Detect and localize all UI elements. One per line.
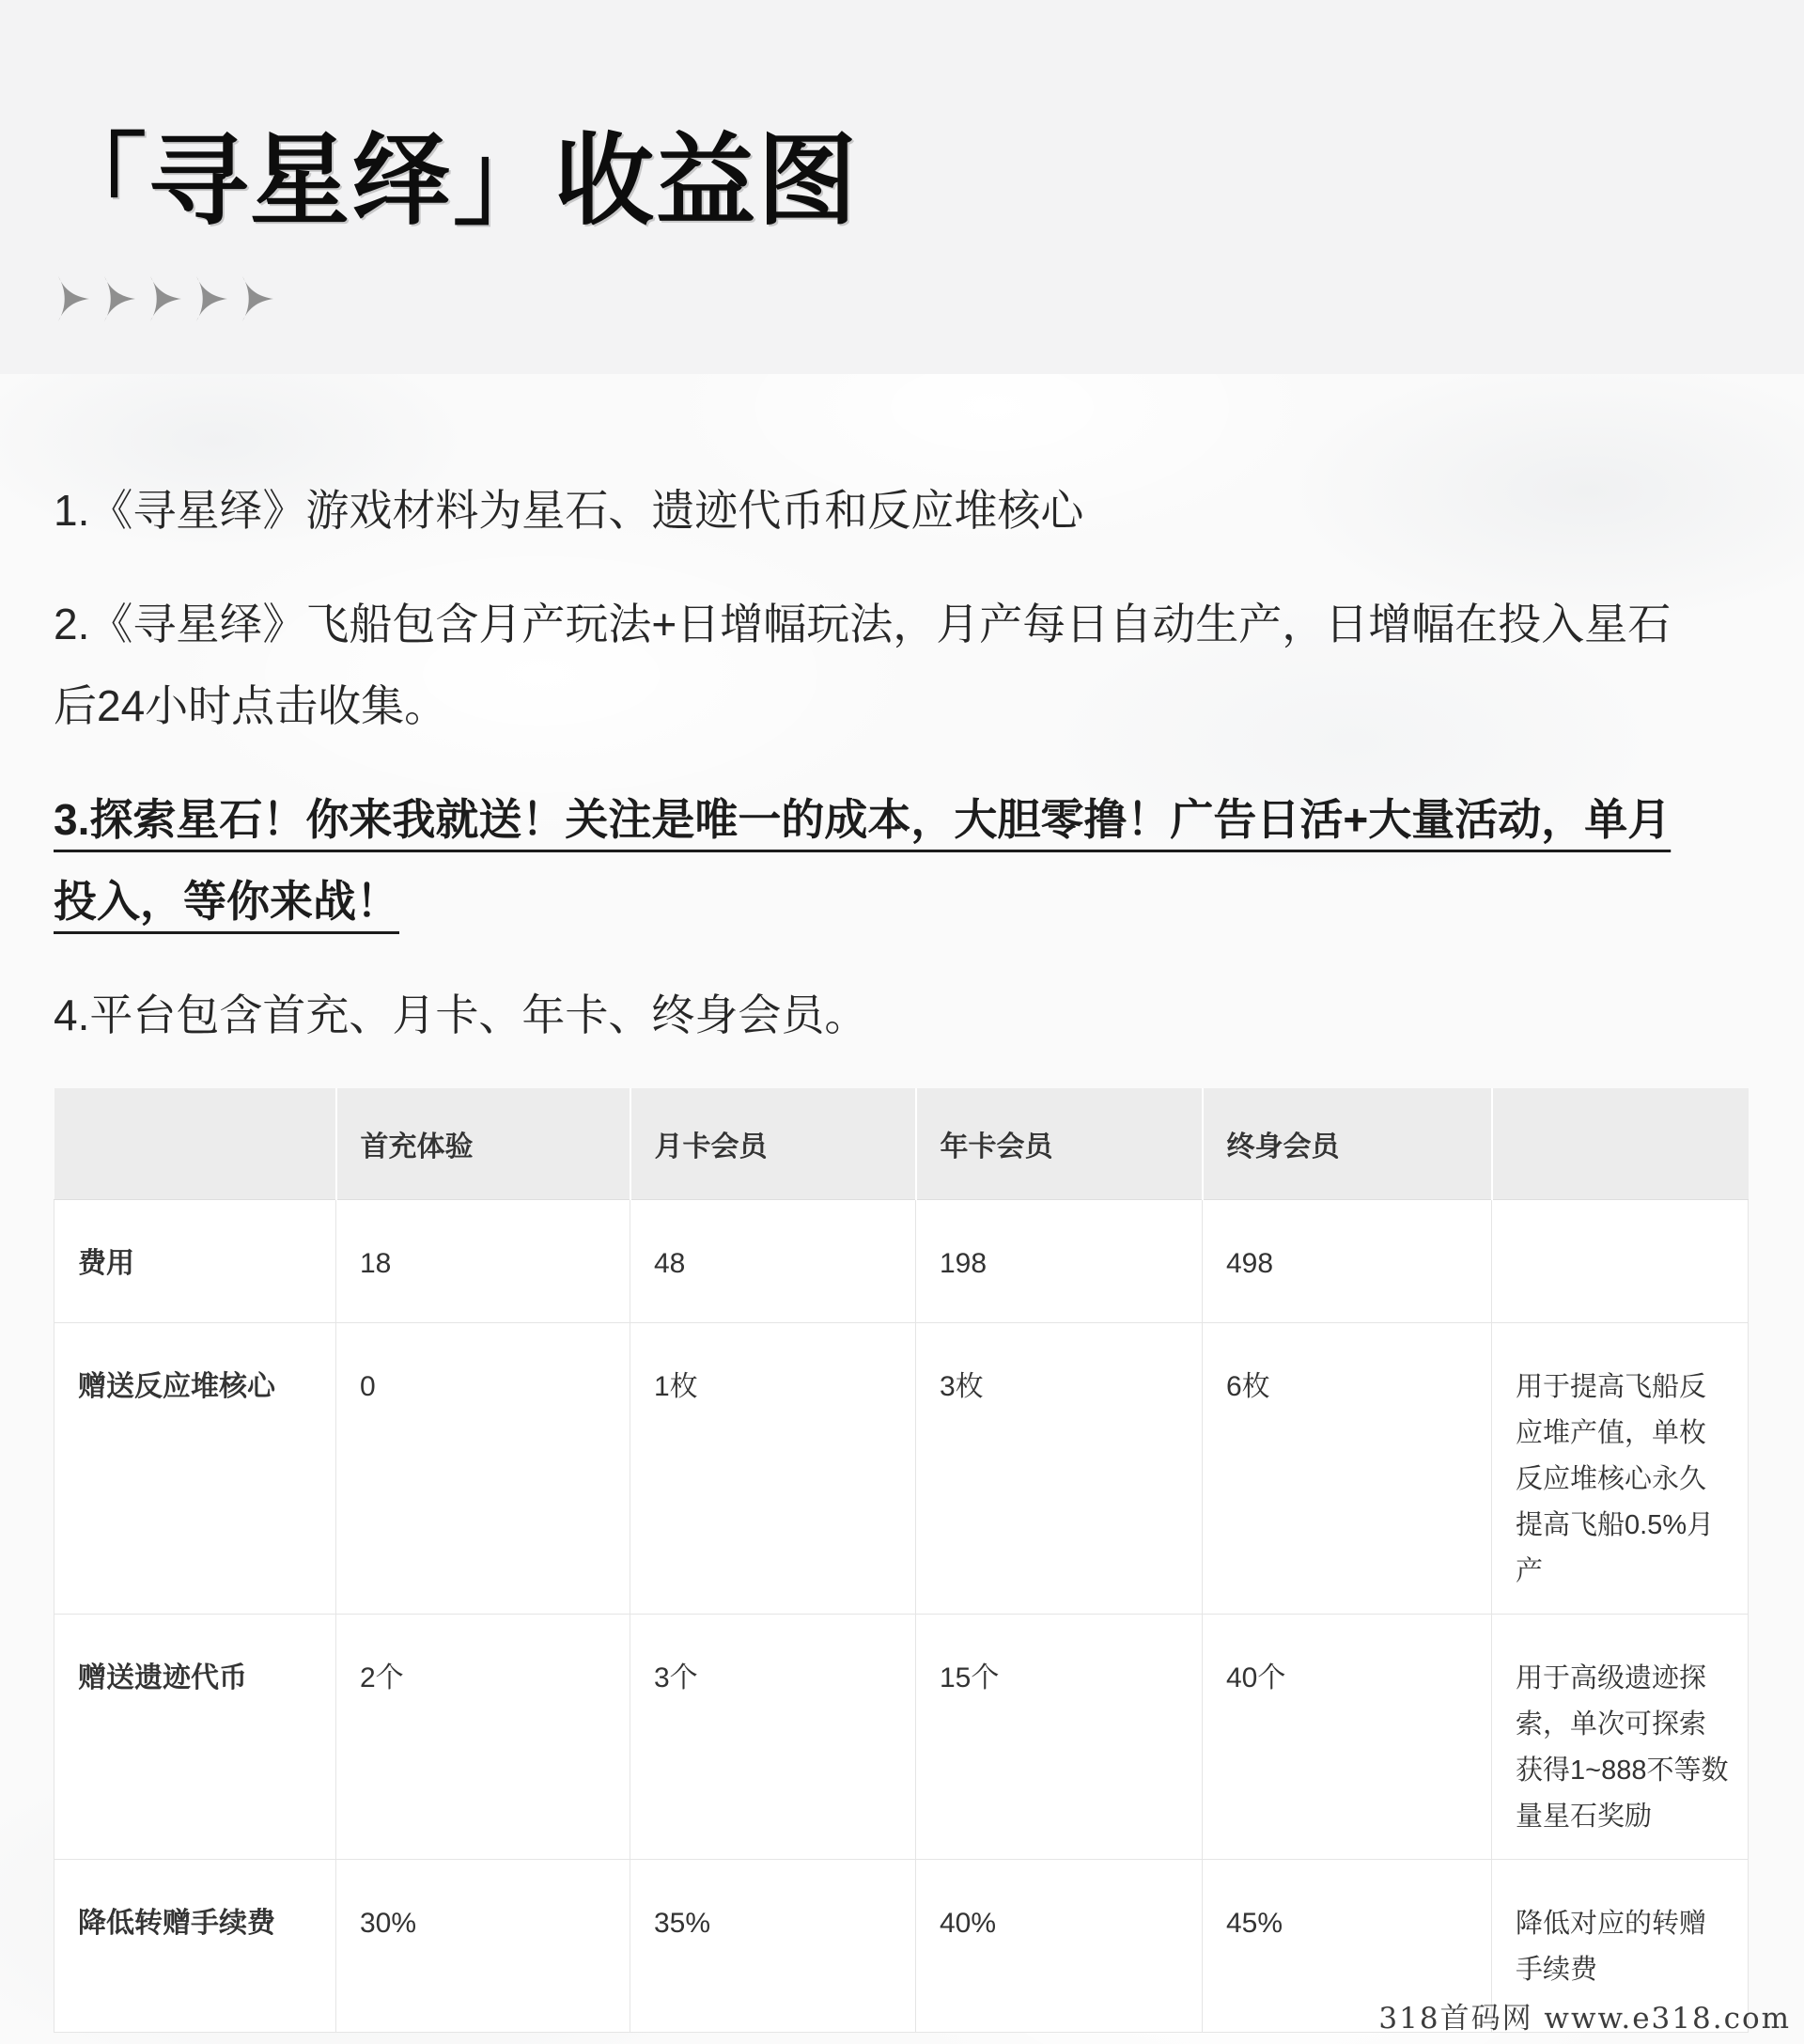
cell-value: 198	[916, 1200, 1203, 1323]
row-label: 降低转赠手续费	[54, 1860, 336, 2033]
play-arrow-icon	[148, 275, 184, 322]
cell-value: 40%	[916, 1860, 1203, 2033]
cell-value: 18	[336, 1200, 630, 1323]
note-item-3: 3.探索星石！你来我就送！关注是唯一的成本，大胆零撸！广告日活+大量活动，单月投入，等你来战！	[54, 795, 1672, 926]
table-header-row	[54, 1088, 1749, 1200]
cell-value: 48	[630, 1200, 916, 1323]
remark-cell: 用于提高飞船反应堆产值，单枚反应堆核心永久提高飞船0.5%月产	[1492, 1323, 1749, 1615]
table-header-cell	[1492, 1088, 1749, 1200]
remark-cell	[1492, 1200, 1749, 1323]
watermark: 318首码网 www.e318.com	[1378, 2002, 1791, 2036]
play-arrow-icon	[241, 275, 276, 322]
table-row	[54, 1615, 1749, 1860]
play-arrow-icon	[194, 275, 230, 322]
cell-value: 3个	[630, 1615, 916, 1860]
play-arrow-icon	[102, 275, 138, 322]
cell-value: 3枚	[916, 1323, 1203, 1615]
cell-value: 498	[1203, 1200, 1492, 1323]
page-title: 「寻星绎」收益图	[47, 126, 859, 237]
table-header-cell	[54, 1088, 336, 1200]
table-header-cell: 首充体验	[336, 1088, 630, 1200]
remark-cell: 降低对应的转赠手续费	[1492, 1860, 1749, 2033]
row-label: 费用	[54, 1200, 336, 1323]
pricing-table	[54, 1088, 1749, 2033]
cell-value: 35%	[630, 1860, 916, 2033]
table-header-cell: 终身会员	[1203, 1088, 1492, 1200]
cell-value: 0	[336, 1323, 630, 1615]
cell-value: 30%	[336, 1860, 630, 2033]
notes-list	[0, 374, 1804, 1056]
remark-cell: 用于高级遗迹探索，单次可探索获得1~888不等数量星石奖励	[1492, 1615, 1749, 1860]
decor-arrows	[56, 275, 276, 322]
note-item-1: 1.《寻星绎》游戏材料为星石、遗迹代币和反应堆核心	[54, 486, 1084, 535]
header-band	[0, 0, 1804, 374]
note-item-4: 4.平台包含首充、月卡、年卡、终身会员。	[54, 991, 868, 1039]
cell-value: 45%	[1203, 1860, 1492, 2033]
note-item-2: 2.《寻星绎》飞船包含月产玩法+日增幅玩法，月产每日自动生产，日增幅在投入星石后24小时点击收集。	[54, 600, 1672, 730]
content-area	[0, 374, 1804, 2044]
row-label: 赠送反应堆核心	[54, 1323, 336, 1615]
row-label: 赠送遗迹代币	[54, 1615, 336, 1860]
table-header-cell: 年卡会员	[916, 1088, 1203, 1200]
table-row	[54, 1323, 1749, 1615]
cell-value: 2个	[336, 1615, 630, 1860]
cell-value: 15个	[916, 1615, 1203, 1860]
play-arrow-icon	[56, 275, 92, 322]
cell-value: 1枚	[630, 1323, 916, 1615]
table-row	[54, 1200, 1749, 1323]
cell-value: 40个	[1203, 1615, 1492, 1860]
cell-value: 6枚	[1203, 1323, 1492, 1615]
table-header-cell: 月卡会员	[630, 1088, 916, 1200]
